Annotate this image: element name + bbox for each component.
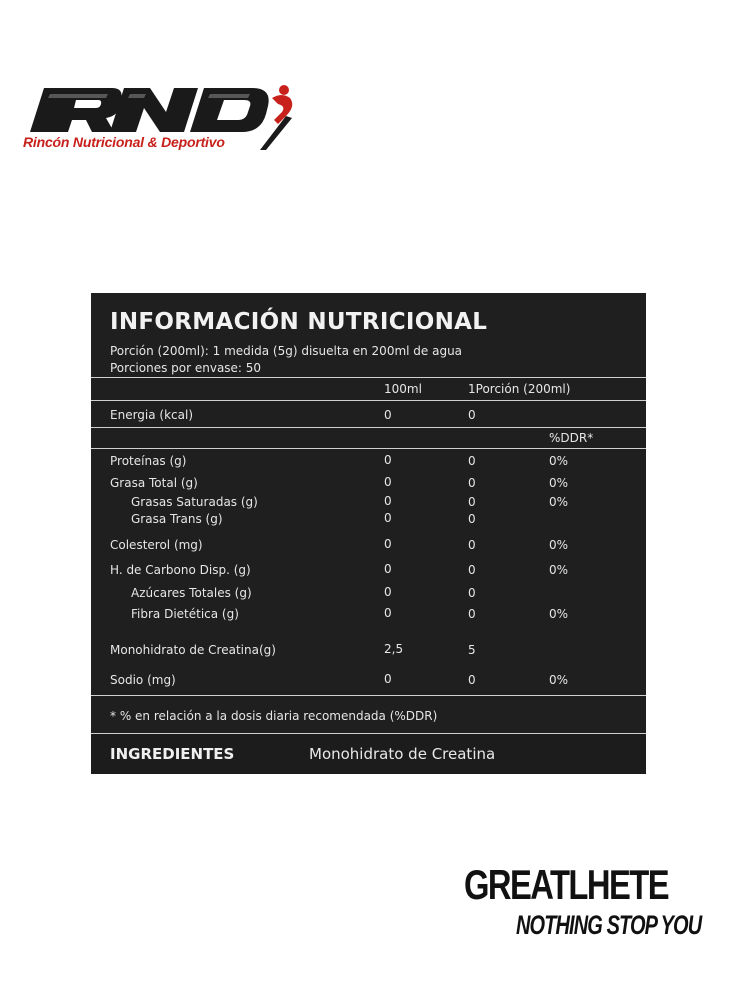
ingredients-label: INGREDIENTES	[110, 745, 235, 763]
nutrient-per-100: 0	[384, 672, 392, 686]
divider	[91, 448, 646, 449]
nutrient-ddr: 0%	[549, 673, 569, 687]
panel-title: INFORMACIÓN NUTRICIONAL	[110, 309, 488, 335]
ingredients-bar	[91, 733, 646, 774]
header-per-portion: 1Porción (200ml)	[468, 382, 571, 396]
energy-per-portion: 0	[468, 408, 476, 422]
nutrient-sublabel: Grasas Saturadas (g)	[131, 495, 258, 509]
divider	[91, 733, 646, 734]
energy-label: Energia (kcal)	[110, 408, 194, 422]
nutrient-per-100: 0	[384, 453, 392, 467]
servings-per-container: Porciones por envase: 50	[110, 361, 262, 375]
nutrition-facts-panel	[91, 293, 646, 774]
nutrient-label: Proteínas (g)	[110, 454, 187, 468]
nutrient-label: Grasa Total (g)	[110, 476, 198, 490]
brand-name: GREATLHETE	[464, 861, 669, 908]
nutrient-per-portion: 0	[468, 673, 476, 687]
nutrient-ddr: 0%	[549, 454, 569, 468]
nutrient-per-portion: 0	[468, 607, 476, 621]
divider	[91, 400, 646, 401]
nutrient-per-100: 0	[384, 511, 392, 525]
nutrient-ddr: 0%	[549, 476, 569, 490]
nutrient-per-portion: 0	[468, 512, 476, 526]
divider	[91, 427, 646, 428]
nutrient-per-portion: 0	[468, 538, 476, 552]
serving-size: Porción (200ml): 1 medida (5g) disuelta en 200ml de agua	[110, 344, 463, 358]
divider	[91, 377, 646, 378]
nutrient-per-100: 0	[384, 475, 392, 489]
nutrient-sublabel: Grasa Trans (g)	[131, 512, 223, 526]
nutrient-per-100: 0	[384, 562, 392, 576]
nutrient-sublabel: Azúcares Totales (g)	[131, 586, 252, 600]
header-per-100ml: 100ml	[384, 382, 422, 396]
rnd-logo	[20, 80, 320, 160]
brand-tagline: NOTHING STOP YOU	[516, 910, 702, 940]
nutrient-label: Sodio (mg)	[110, 673, 176, 687]
nutrient-per-100: 0	[384, 537, 392, 551]
nutrient-per-portion: 0	[468, 495, 476, 509]
nutrient-sublabel: Fibra Dietética (g)	[131, 607, 239, 621]
divider	[91, 695, 646, 696]
nutrient-ddr: 0%	[549, 563, 569, 577]
nutrient-per-100: 0	[384, 606, 392, 620]
ingredients-value: Monohidrato de Creatina	[309, 745, 496, 763]
nutrient-per-portion: 0	[468, 563, 476, 577]
nutrient-per-portion: 0	[468, 586, 476, 600]
nutrient-per-portion: 0	[468, 454, 476, 468]
nutrient-per-portion: 5	[468, 643, 476, 657]
energy-per-100: 0	[384, 408, 392, 422]
nutrient-per-100: 0	[384, 585, 392, 599]
ddr-footnote: * % en relación a la dosis diaria recomendada (%DDR)	[110, 709, 438, 723]
nutrient-per-portion: 0	[468, 476, 476, 490]
nutrient-ddr: 0%	[549, 495, 569, 509]
nutrient-ddr: 0%	[549, 607, 569, 621]
greatlhete-brand	[464, 862, 736, 940]
nutrient-per-100: 2,5	[384, 642, 404, 656]
nutrient-label: H. de Carbono Disp. (g)	[110, 563, 251, 577]
nutrient-label: Monohidrato de Creatina(g)	[110, 643, 276, 657]
nutrient-label: Colesterol (mg)	[110, 538, 203, 552]
nutrient-ddr: 0%	[549, 538, 569, 552]
nutrient-per-100: 0	[384, 494, 392, 508]
logo-subtitle: Rincón Nutricional & Deportivo	[23, 134, 225, 150]
header-ddr: %DDR*	[549, 431, 594, 445]
